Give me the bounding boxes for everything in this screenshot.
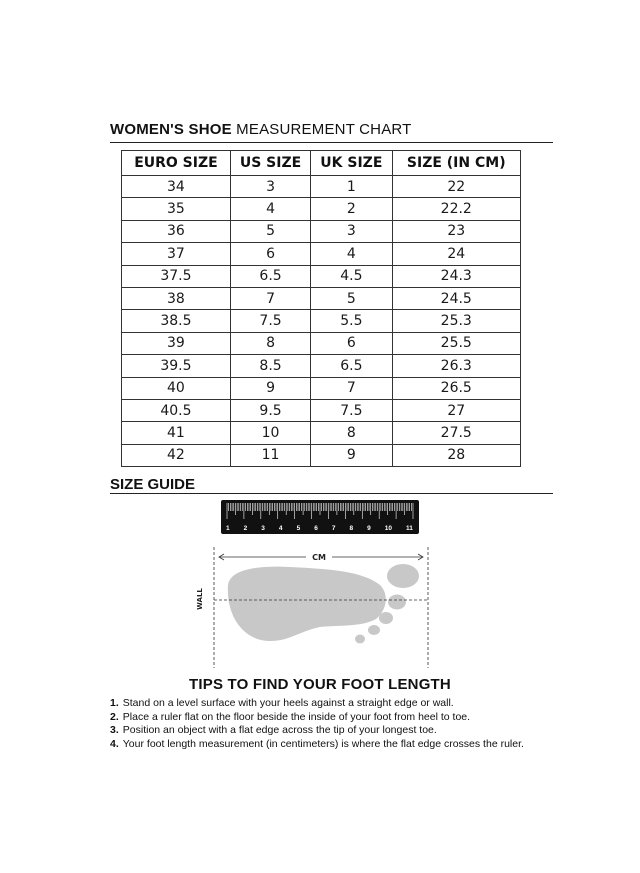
us-size-cell: 4 bbox=[230, 198, 310, 220]
euro-size-cell: 38 bbox=[122, 287, 231, 309]
guide-divider bbox=[110, 493, 553, 494]
us-size-cell: 6.5 bbox=[230, 265, 310, 287]
table-row bbox=[122, 444, 521, 466]
toe-5-shape bbox=[355, 635, 365, 644]
table-body bbox=[122, 176, 521, 467]
table-row bbox=[122, 243, 521, 265]
tip-item bbox=[110, 738, 524, 752]
euro-size-cell: 37 bbox=[122, 243, 231, 265]
euro-size-cell: 40 bbox=[122, 377, 231, 399]
cm-size-cell: 25.5 bbox=[392, 332, 520, 354]
ruler-number: 3 bbox=[261, 525, 265, 532]
tip-number: 1. bbox=[110, 697, 119, 709]
cm-size-cell: 24 bbox=[392, 243, 520, 265]
euro-size-cell: 40.5 bbox=[122, 399, 231, 421]
cm-size-cell: 26.5 bbox=[392, 377, 520, 399]
table-row bbox=[122, 176, 521, 198]
ruler-number: 6 bbox=[314, 525, 318, 532]
toe-2-shape bbox=[388, 595, 406, 610]
uk-size-cell: 3 bbox=[311, 220, 392, 242]
table-row bbox=[122, 287, 521, 309]
ruler-number: 5 bbox=[296, 525, 301, 532]
tip-number: 4. bbox=[110, 737, 119, 750]
euro-size-cell: 37.5 bbox=[122, 265, 231, 287]
uk-size-cell: 9 bbox=[311, 444, 392, 466]
header-euro-size: EURO SIZE bbox=[122, 151, 231, 176]
euro-size-cell: 39.5 bbox=[122, 355, 231, 377]
uk-size-cell: 5.5 bbox=[311, 310, 392, 332]
size-chart-table bbox=[121, 150, 521, 467]
table-row bbox=[122, 220, 521, 242]
us-size-cell: 5 bbox=[230, 220, 310, 242]
header-us-size: US SIZE bbox=[230, 151, 310, 176]
foot-sole-shape bbox=[228, 567, 386, 641]
us-size-cell: 7 bbox=[230, 287, 310, 309]
table-row bbox=[122, 377, 521, 399]
us-size-cell: 6 bbox=[230, 243, 310, 265]
chart-title bbox=[110, 121, 412, 138]
ruler-image bbox=[221, 500, 419, 534]
foot-diagram bbox=[190, 545, 450, 670]
us-size-cell: 8 bbox=[230, 332, 310, 354]
us-size-cell: 9 bbox=[230, 377, 310, 399]
ruler-number: 10 bbox=[384, 525, 392, 532]
cm-size-cell: 25.3 bbox=[392, 310, 520, 332]
ruler-number: 4 bbox=[278, 525, 283, 532]
ruler-number: 9 bbox=[367, 525, 371, 532]
header-uk-size: UK SIZE bbox=[311, 151, 392, 176]
us-size-cell: 7.5 bbox=[230, 310, 310, 332]
us-size-cell: 11 bbox=[230, 444, 310, 466]
table-row bbox=[122, 198, 521, 220]
table-row bbox=[122, 265, 521, 287]
tips-list bbox=[110, 697, 524, 751]
cm-size-cell: 22 bbox=[392, 176, 520, 198]
cm-size-cell: 23 bbox=[392, 220, 520, 242]
size-guide-title: SIZE GUIDE bbox=[110, 476, 196, 493]
cm-size-cell: 28 bbox=[392, 444, 520, 466]
table-row bbox=[122, 332, 521, 354]
ruler-number: 2 bbox=[243, 525, 248, 532]
cm-size-cell: 24.3 bbox=[392, 265, 520, 287]
tip-text: Place a ruler flat on the floor beside the inside of your foot from heel to toe. bbox=[122, 710, 471, 723]
cm-size-cell: 22.2 bbox=[392, 198, 520, 220]
uk-size-cell: 4.5 bbox=[311, 265, 392, 287]
table-row bbox=[122, 422, 521, 444]
us-size-cell: 9.5 bbox=[230, 399, 310, 421]
tip-text: Stand on a level surface with your heels against a straight edge or wall. bbox=[122, 697, 454, 709]
uk-size-cell: 8 bbox=[311, 422, 392, 444]
tip-text: Position an object with a flat edge across the tip of your longest toe. bbox=[122, 724, 437, 736]
toe-4-shape bbox=[368, 625, 380, 635]
uk-size-cell: 5 bbox=[311, 287, 392, 309]
cm-size-cell: 24.5 bbox=[392, 287, 520, 309]
uk-size-cell: 7 bbox=[311, 377, 392, 399]
euro-size-cell: 41 bbox=[122, 422, 231, 444]
cm-size-cell: 26.3 bbox=[392, 355, 520, 377]
ruler-number: 1 bbox=[226, 525, 230, 532]
cm-label: CM bbox=[312, 553, 326, 562]
ruler-number: 11 bbox=[406, 525, 413, 532]
chart-title-rest: MEASUREMENT CHART bbox=[231, 121, 412, 138]
uk-size-cell: 7.5 bbox=[311, 399, 392, 421]
uk-size-cell: 1 bbox=[311, 176, 392, 198]
euro-size-cell: 34 bbox=[122, 176, 231, 198]
uk-size-cell: 6.5 bbox=[311, 355, 392, 377]
table-row bbox=[122, 355, 521, 377]
euro-size-cell: 35 bbox=[122, 198, 231, 220]
header-size-cm: SIZE (IN CM) bbox=[392, 151, 520, 176]
euro-size-cell: 39 bbox=[122, 332, 231, 354]
tip-number: 3. bbox=[110, 724, 119, 736]
cm-size-cell: 27.5 bbox=[392, 422, 520, 444]
tip-text: Your foot length measurement (in centimeters) is where the flat edge crosses the ruler. bbox=[122, 737, 524, 750]
cm-size-cell: 27 bbox=[392, 399, 520, 421]
big-toe-shape bbox=[387, 564, 419, 588]
ruler-number: 7 bbox=[331, 525, 336, 532]
euro-size-cell: 38.5 bbox=[122, 310, 231, 332]
wall-label: WALL bbox=[196, 588, 204, 610]
tip-number: 2. bbox=[110, 710, 119, 723]
euro-size-cell: 42 bbox=[122, 444, 231, 466]
us-size-cell: 8.5 bbox=[230, 355, 310, 377]
tip-item bbox=[110, 711, 524, 725]
uk-size-cell: 4 bbox=[311, 243, 392, 265]
us-size-cell: 3 bbox=[230, 176, 310, 198]
table-row bbox=[122, 310, 521, 332]
table-row bbox=[122, 399, 521, 421]
euro-size-cell: 36 bbox=[122, 220, 231, 242]
uk-size-cell: 2 bbox=[311, 198, 392, 220]
ruler-numbers bbox=[221, 525, 419, 532]
tips-title: TIPS TO FIND YOUR FOOT LENGTH bbox=[189, 676, 451, 693]
ruler-number: 8 bbox=[349, 525, 354, 532]
tip-item bbox=[110, 697, 524, 711]
table-header-row bbox=[122, 151, 521, 176]
chart-title-bold: WOMEN'S SHOE bbox=[110, 121, 232, 138]
us-size-cell: 10 bbox=[230, 422, 310, 444]
uk-size-cell: 6 bbox=[311, 332, 392, 354]
title-divider bbox=[110, 142, 553, 143]
tip-item bbox=[110, 724, 524, 738]
toe-3-shape bbox=[379, 612, 393, 624]
